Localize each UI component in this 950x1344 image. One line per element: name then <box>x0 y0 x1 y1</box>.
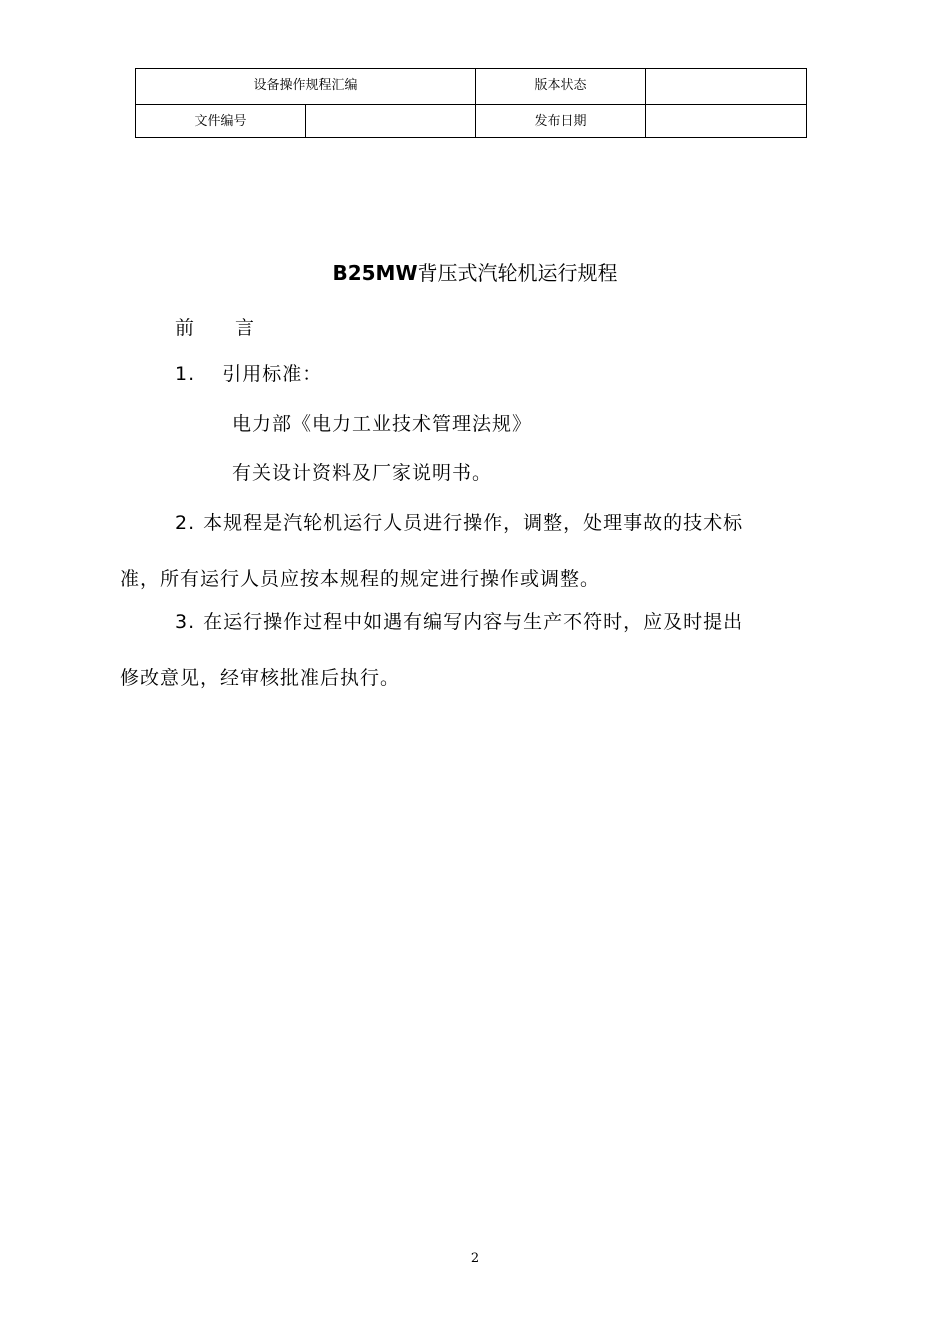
version-value-cell <box>646 69 807 105</box>
item-3-line-1 <box>175 607 743 634</box>
title-model: B25MW <box>332 261 418 285</box>
item-1-text: 引用标准： <box>222 363 323 385</box>
doc-number-label: 文件编号 <box>194 114 247 129</box>
version-label: 版本状态 <box>534 78 587 93</box>
compilation-label: 设备操作规程汇编 <box>253 78 358 93</box>
publish-date-value-cell <box>646 105 807 138</box>
document-title <box>0 257 950 286</box>
document-header-table <box>135 68 807 138</box>
item-2-number: 2. <box>175 512 196 534</box>
item-1-reference-1: 电力部《电力工业技术管理法规》 <box>232 413 533 435</box>
doc-number-label-cell <box>136 105 306 138</box>
version-value <box>646 69 806 74</box>
title-text: 背压式汽轮机运行规程 <box>417 261 618 285</box>
doc-number-value <box>306 105 475 110</box>
publish-date-label: 发布日期 <box>534 114 587 129</box>
page-number: 2 <box>470 1251 480 1266</box>
item-1 <box>175 359 322 386</box>
version-label-cell <box>476 69 646 105</box>
publish-date-label-cell <box>476 105 646 138</box>
compilation-label-cell <box>136 69 476 105</box>
item-1-number: 1. <box>175 363 196 385</box>
item-3-text-line-1: 在运行操作过程中如遇有编写内容与生产不符时，应及时提出 <box>203 611 744 633</box>
item-1-reference-2: 有关设计资料及厂家说明书。 <box>232 462 493 484</box>
doc-number-value-cell <box>306 105 476 138</box>
item-2-text-line-1: 本规程是汽轮机运行人员进行操作，调整，处理事故的技术标 <box>203 512 744 534</box>
publish-date-value <box>646 105 806 110</box>
item-3-number: 3. <box>175 611 196 633</box>
preface-heading: 前 言 <box>175 317 256 339</box>
item-2-text-line-2: 准，所有运行人员应按本规程的规定进行操作或调整。 <box>120 568 601 590</box>
item-3-text-line-2: 修改意见，经审核批准后执行。 <box>120 667 401 689</box>
item-2-line-1 <box>175 508 743 535</box>
